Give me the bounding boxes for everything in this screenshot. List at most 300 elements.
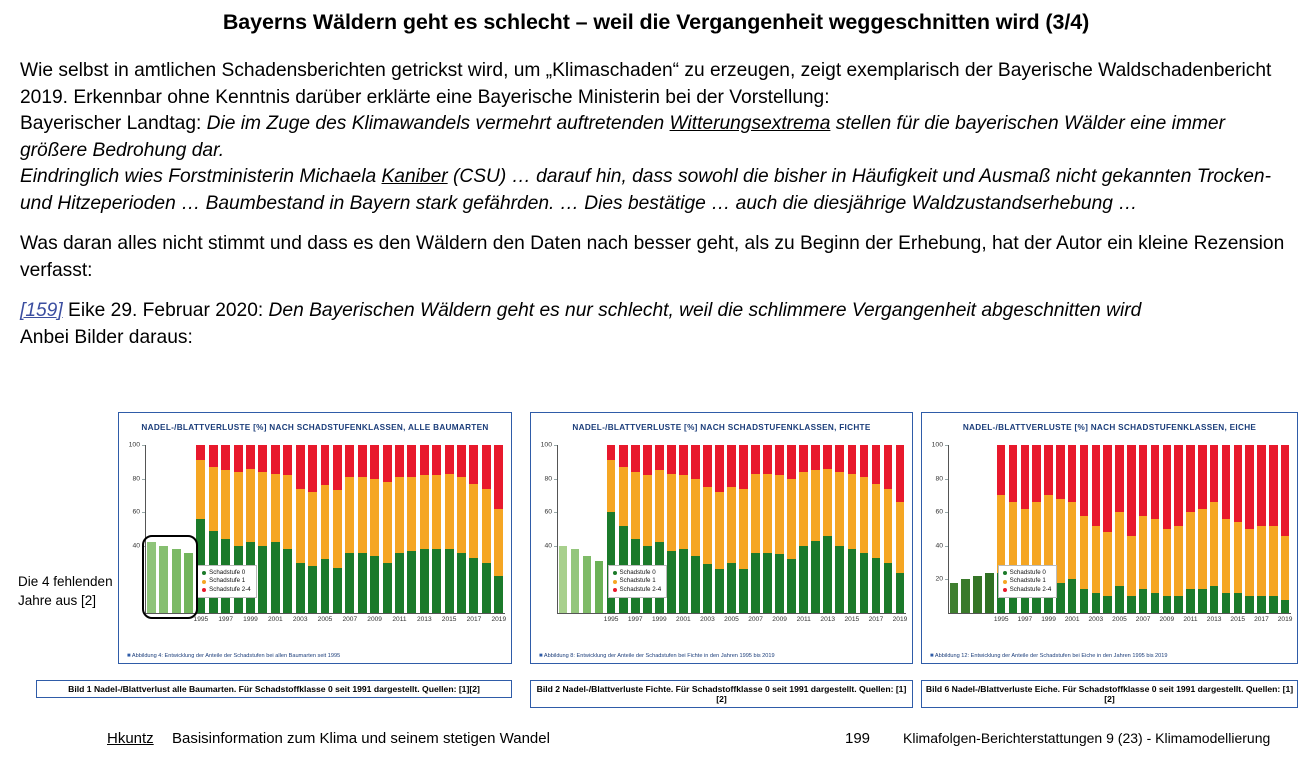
table-row (679, 445, 688, 613)
plot-eiche (922, 439, 1297, 629)
bar-segment-schadstufe-2-4 (739, 445, 748, 489)
footer (0, 730, 1312, 761)
bar-segment-schadstufe-2-4 (1056, 445, 1065, 499)
bar-segment-schadstufe-1 (631, 472, 640, 539)
legend-item (1003, 586, 1052, 594)
chart-legend (608, 565, 668, 598)
bar-segment-schadstufe-2-4 (407, 445, 416, 477)
bar-segment-schadstufe-1 (739, 489, 748, 570)
bar-segment-schadstufe-2-4 (1092, 445, 1101, 526)
bar-segment-schadstufe-1 (1245, 529, 1254, 596)
paragraph-1-text: Wie selbst in amtlichen Schadensberichten getrickst wird, um „Klimaschaden“ zu erzeugen, zeigt exemplarisch der Bayerische Waldschadenbericht 2019. Erkennbar ohne Kenntnis darüber erklärte eine Bayerische Ministerin bei der Vorstellung: (20, 60, 1272, 108)
x-axis-label: 2011 (796, 616, 811, 623)
bar-segment-schadstufe-2-4 (221, 445, 230, 470)
table-row (258, 445, 267, 613)
chart-caption-eiche: Bild 6 Nadel-/Blattverluste Eiche. Für Schadstoffklasse 0 seit 1991 dargestellt. Quellen: [1][2] (921, 680, 1298, 708)
bar-segment-schadstufe-1 (1092, 526, 1101, 593)
table-row (763, 445, 772, 613)
bar-segment-schadstufe-0 (370, 556, 379, 613)
x-axis-label: 2003 (1088, 616, 1104, 623)
y-axis-label: 40 (935, 542, 943, 550)
bar-segment-schadstufe-0 (308, 566, 317, 613)
bar-segment-schadstufe-0 (973, 576, 982, 613)
bar-segment-schadstufe-2-4 (997, 445, 1006, 495)
bar-segment-schadstufe-0 (1115, 586, 1124, 613)
legend-swatch-icon (613, 588, 617, 592)
bar-segment-schadstufe-2-4 (679, 445, 688, 475)
bar-segment-schadstufe-0 (296, 563, 305, 613)
legend-item (1003, 569, 1052, 577)
bar-segment-schadstufe-1 (221, 470, 230, 539)
x-axis-label: 2005 (317, 616, 333, 623)
bar-segment-schadstufe-1 (715, 492, 724, 569)
table-row (739, 445, 748, 613)
x-axis-label: 2013 (1206, 616, 1222, 623)
x-axis-label: 2013 (820, 616, 836, 623)
bar-segment-schadstufe-2-4 (358, 445, 367, 477)
bar-segment-schadstufe-1 (283, 475, 292, 549)
bar-segment-schadstufe-2-4 (799, 445, 808, 472)
bar-segment-schadstufe-2-4 (395, 445, 404, 477)
bar-segment-schadstufe-1 (1044, 495, 1053, 576)
table-row (283, 445, 292, 613)
kaniber-name-underlined: Kaniber (381, 166, 448, 187)
bar-segment-schadstufe-1 (860, 477, 869, 553)
source-note-text: Abbildung 4: Entwicklung der Anteile der Schadstufen bei allen Baumarten seit 1995 (131, 653, 341, 659)
bar-segment-schadstufe-1 (432, 475, 441, 549)
x-axis-label: 2015 (844, 616, 860, 623)
bar-segment-schadstufe-2-4 (727, 445, 736, 487)
bar-segment-schadstufe-2-4 (860, 445, 869, 477)
bar-segment-schadstufe-2-4 (420, 445, 429, 475)
bar-segment-schadstufe-1 (258, 472, 267, 546)
x-axis-label: 2017 (868, 616, 884, 623)
bar-segment-schadstufe-2-4 (896, 445, 905, 502)
bar-segment-schadstufe-0 (283, 549, 292, 613)
bar-segment-schadstufe-1 (246, 469, 255, 543)
bar-segment-schadstufe-2-4 (1245, 445, 1254, 529)
bar-segment-schadstufe-0 (896, 573, 905, 613)
bar-segment-schadstufe-2-4 (655, 445, 664, 470)
table-row (1234, 445, 1243, 613)
legend-label: Schadstufe 0 (209, 569, 246, 576)
y-axis-label: 60 (132, 508, 140, 516)
legend-swatch-icon (202, 580, 206, 584)
bar-segment-schadstufe-2-4 (763, 445, 772, 474)
bar-segment-schadstufe-1 (482, 489, 491, 563)
source-note-text: Abbildung 8: Entwicklung der Anteile der Schadstufen bei Fichte in den Jahren 1995 bis 2019 (543, 653, 775, 659)
bar-segment-schadstufe-2-4 (432, 445, 441, 475)
x-axis-label: 1997 (1017, 616, 1033, 623)
bar-segment-schadstufe-0 (1163, 596, 1172, 613)
bar-segment-schadstufe-1 (1198, 509, 1207, 590)
legend-swatch-icon (613, 580, 617, 584)
bar-segment-schadstufe-1 (196, 460, 205, 519)
bar-segment-schadstufe-0 (1257, 596, 1266, 613)
bar-segment-schadstufe-2-4 (1210, 445, 1219, 502)
bar-segment-schadstufe-0 (667, 551, 676, 613)
landtag-quote-part1: Die im Zuge des Klimawandels vermehrt auftretenden (206, 113, 670, 134)
bar-segment-schadstufe-0 (691, 556, 700, 613)
bar-segment-schadstufe-2-4 (1174, 445, 1183, 526)
bar-segment-schadstufe-0 (775, 554, 784, 613)
chart-caption-all-species: Bild 1 Nadel-/Blattverlust alle Baumarten. Für Schadstoffklasse 0 seit 1991 dargestellt. Quellen: [1][2] (36, 680, 512, 698)
table-row (296, 445, 305, 613)
x-axis-label: 1999 (1041, 616, 1056, 623)
bar-segment-schadstufe-0 (482, 563, 491, 613)
bar-segment-schadstufe-2-4 (715, 445, 724, 492)
bar-segment-schadstufe-0 (383, 563, 392, 613)
bar-segment-schadstufe-2-4 (631, 445, 640, 472)
bar-segment-schadstufe-1 (1174, 526, 1183, 597)
legend-swatch-icon (1003, 571, 1007, 575)
bar-segment-schadstufe-2-4 (1103, 445, 1112, 532)
table-row (896, 445, 905, 613)
bar-segment-schadstufe-2-4 (607, 445, 616, 460)
legend-item (202, 577, 251, 585)
bar-segment-schadstufe-0 (345, 553, 354, 613)
bar-segment-schadstufe-0 (420, 549, 429, 613)
bar-segment-schadstufe-2-4 (848, 445, 857, 474)
bar-segment-schadstufe-0 (848, 549, 857, 613)
table-row (985, 445, 994, 613)
chart-panel-all-species (118, 412, 512, 664)
bar-segment-schadstufe-2-4 (445, 445, 454, 474)
x-axis-label: 1995 (193, 616, 209, 623)
bar-segment-schadstufe-2-4 (703, 445, 712, 487)
y-axis-label: 100 (540, 441, 552, 449)
table-row (667, 445, 676, 613)
table-row (1139, 445, 1148, 613)
legend-item (613, 577, 662, 585)
table-row (1210, 445, 1219, 613)
bar-segment-schadstufe-0 (1245, 596, 1254, 613)
table-row (1115, 445, 1124, 613)
bar-segment-schadstufe-2-4 (691, 445, 700, 479)
x-axis-label: 2005 (724, 616, 739, 623)
chart-source-note-all-species (127, 653, 340, 659)
bar-segment-schadstufe-2-4 (1234, 445, 1243, 522)
bar-segment-schadstufe-0 (799, 546, 808, 613)
bar-segment-schadstufe-0 (1092, 593, 1101, 613)
bullet-icon: ■ (539, 653, 543, 659)
bar-segment-schadstufe-1 (395, 477, 404, 553)
table-row (1281, 445, 1290, 613)
bar-segment-schadstufe-1 (751, 474, 760, 553)
bar-segment-schadstufe-0 (835, 546, 844, 613)
table-row (872, 445, 881, 613)
landtag-lead: Bayerischer Landtag: (20, 113, 207, 134)
bar-segment-schadstufe-0 (884, 563, 893, 613)
bar-segment-schadstufe-2-4 (271, 445, 280, 474)
bar-segment-schadstufe-1 (1103, 532, 1112, 596)
bar-segment-schadstufe-1 (643, 475, 652, 546)
bar-segment-schadstufe-0 (583, 556, 592, 613)
bar-segment-schadstufe-2-4 (1044, 445, 1053, 495)
table-row (583, 445, 592, 613)
legend-item (202, 569, 251, 577)
bar-segment-schadstufe-2-4 (823, 445, 832, 469)
bar-segment-schadstufe-0 (407, 551, 416, 613)
table-row (1222, 445, 1231, 613)
bar-segment-schadstufe-2-4 (370, 445, 379, 479)
bar-segment-schadstufe-0 (985, 573, 994, 613)
x-axis-label: 2009 (367, 616, 382, 623)
bar-segment-schadstufe-0 (258, 546, 267, 613)
bar-segment-schadstufe-1 (607, 460, 616, 512)
chart-source-note-eiche (930, 653, 1168, 659)
bar-segment-schadstufe-1 (1222, 519, 1231, 593)
bar-segment-schadstufe-1 (1163, 529, 1172, 596)
legend-label: Schadstufe 2-4 (1009, 585, 1052, 593)
paragraph-1 (20, 58, 1290, 217)
reference-link-159[interactable]: [159] (20, 300, 63, 321)
legend-label: Schadstufe 1 (209, 577, 246, 585)
bar-segment-schadstufe-2-4 (1186, 445, 1195, 512)
footer-author: Hkuntz (107, 730, 154, 747)
bar-segment-schadstufe-2-4 (333, 445, 342, 490)
table-row (1068, 445, 1077, 613)
bar-segment-schadstufe-2-4 (1032, 445, 1041, 502)
table-row (383, 445, 392, 613)
bar-segment-schadstufe-2-4 (209, 445, 218, 467)
bar-segment-schadstufe-1 (655, 470, 664, 542)
x-axis-label: 2019 (892, 616, 908, 623)
body-text (20, 58, 1290, 365)
bar-segment-schadstufe-1 (1257, 526, 1266, 597)
bar-segment-schadstufe-0 (1056, 583, 1065, 613)
x-axis-line (948, 613, 1291, 614)
bar-segment-schadstufe-2-4 (196, 445, 205, 460)
bar-segment-schadstufe-2-4 (234, 445, 243, 472)
chart-legend (197, 565, 257, 598)
table-row (420, 445, 429, 613)
table-row (848, 445, 857, 613)
legend-swatch-icon (1003, 580, 1007, 584)
legend-item (202, 586, 251, 594)
table-row (370, 445, 379, 613)
bar-segment-schadstufe-1 (1115, 512, 1124, 586)
bar-segment-schadstufe-1 (896, 502, 905, 573)
x-axis-label: 2019 (491, 616, 507, 623)
bar-segment-schadstufe-1 (383, 482, 392, 563)
x-axis-line (145, 613, 505, 614)
highlight-ellipse-missing-years (142, 535, 198, 619)
x-axis-label: 1997 (218, 616, 234, 623)
paragraph-3 (20, 298, 1290, 351)
bar-segment-schadstufe-1 (321, 485, 330, 559)
bar-segment-schadstufe-0 (1151, 593, 1160, 613)
bar-segment-schadstufe-2-4 (1115, 445, 1124, 512)
table-row (395, 445, 404, 613)
page-title: Bayerns Wäldern geht es schlecht – weil die Vergangenheit weggeschnitten wird (3/4) (222, 10, 1090, 34)
bar-segment-schadstufe-1 (494, 509, 503, 576)
x-axis-label: 2017 (466, 616, 482, 623)
bar-segment-schadstufe-1 (1281, 536, 1290, 600)
table-row (482, 445, 491, 613)
bar-segment-schadstufe-1 (872, 484, 881, 558)
bar-segment-schadstufe-0 (395, 553, 404, 613)
bar-segment-schadstufe-0 (1127, 596, 1136, 613)
x-axis-label: 2001 (676, 616, 691, 623)
landtag-quote-part2: stellen für die bayerischen Wälder eine immer größere Bedrohung dar. (20, 113, 1225, 161)
chart-title-all-species: NADEL-/BLATTVERLUSTE [%] NACH SCHADSTUFENKLASSEN, ALLE BAUMARTEN (141, 423, 489, 432)
bar-segment-schadstufe-2-4 (283, 445, 292, 475)
bar-segment-schadstufe-1 (308, 492, 317, 566)
bar-segment-schadstufe-1 (333, 490, 342, 567)
x-axis-label: 2001 (1064, 616, 1080, 623)
table-row (860, 445, 869, 613)
legend-swatch-icon (1003, 588, 1007, 592)
bar-segment-schadstufe-0 (445, 549, 454, 613)
x-axis-label: 2003 (700, 616, 715, 623)
y-axis-label: 20 (935, 575, 943, 583)
footer-title: Basisinformation zum Klima und seinem stetigen Wandel (172, 730, 550, 747)
table-row (469, 445, 478, 613)
bar-segment-schadstufe-1 (811, 470, 820, 541)
bar-segment-schadstufe-0 (1234, 593, 1243, 613)
bar-segment-schadstufe-2-4 (1222, 445, 1231, 519)
table-row (1257, 445, 1266, 613)
bar-segment-schadstufe-2-4 (835, 445, 844, 472)
table-row (961, 445, 970, 613)
table-row (823, 445, 832, 613)
bar-segment-schadstufe-2-4 (321, 445, 330, 485)
bar-segment-schadstufe-2-4 (296, 445, 305, 489)
bar-segment-schadstufe-0 (1281, 600, 1290, 613)
x-axis-label: 2009 (772, 616, 787, 623)
table-row (333, 445, 342, 613)
table-row (1186, 445, 1195, 613)
bar-segment-schadstufe-0 (1139, 589, 1148, 613)
bar-segment-schadstufe-1 (345, 477, 354, 553)
bar-segment-schadstufe-2-4 (258, 445, 267, 472)
bar-segment-schadstufe-1 (787, 479, 796, 560)
bar-segment-schadstufe-0 (1210, 586, 1219, 613)
bar-segment-schadstufe-1 (763, 474, 772, 553)
bar-segment-schadstufe-2-4 (482, 445, 491, 489)
bar-segment-schadstufe-1 (469, 484, 478, 558)
table-row (1245, 445, 1254, 613)
footer-page-number: 199 (845, 730, 871, 747)
legend-swatch-icon (202, 571, 206, 575)
table-row (271, 445, 280, 613)
bar-segment-schadstufe-1 (1234, 522, 1243, 593)
x-axis-label: 1995 (603, 616, 619, 623)
y-axis-label: 80 (935, 475, 943, 483)
x-axis-label: 2015 (441, 616, 457, 623)
bar-segment-schadstufe-2-4 (643, 445, 652, 475)
x-axis-label: 2009 (1159, 616, 1175, 623)
bar-segment-schadstufe-1 (296, 489, 305, 563)
x-axis-label: 1999 (243, 616, 258, 623)
bar-segment-schadstufe-0 (703, 564, 712, 613)
bar-segment-schadstufe-1 (1210, 502, 1219, 586)
bar-segment-schadstufe-2-4 (787, 445, 796, 479)
bar-segment-schadstufe-1 (823, 469, 832, 536)
table-row (432, 445, 441, 613)
x-axis-label: 2007 (342, 616, 358, 623)
bar-segment-schadstufe-1 (445, 474, 454, 550)
legend-label: Schadstufe 0 (1009, 569, 1046, 576)
table-row (1174, 445, 1183, 613)
bar-segment-schadstufe-0 (1080, 589, 1089, 613)
table-row (727, 445, 736, 613)
bar-segment-schadstufe-2-4 (667, 445, 676, 474)
bar-segment-schadstufe-2-4 (1080, 445, 1089, 516)
bar-segment-schadstufe-0 (872, 558, 881, 613)
bar-segment-schadstufe-2-4 (345, 445, 354, 477)
table-row (445, 445, 454, 613)
table-row (1092, 445, 1101, 613)
legend-label: Schadstufe 1 (1009, 577, 1046, 585)
bar-segment-schadstufe-1 (667, 474, 676, 551)
x-axis-label: 2011 (392, 616, 407, 623)
bar-segment-schadstufe-0 (739, 569, 748, 613)
chart-title-fichte: NADEL-/BLATTVERLUSTE [%] NACH SCHADSTUFENKLASSEN, FICHTE (572, 423, 871, 432)
bar-segment-schadstufe-2-4 (1151, 445, 1160, 519)
bar-segment-schadstufe-1 (1056, 499, 1065, 583)
bar-segment-schadstufe-2-4 (1281, 445, 1290, 536)
bar-segment-schadstufe-1 (727, 487, 736, 563)
table-row (691, 445, 700, 613)
bar-segment-schadstufe-1 (1139, 516, 1148, 590)
bar-segment-schadstufe-0 (823, 536, 832, 613)
bar-segment-schadstufe-1 (835, 472, 844, 546)
bar-segment-schadstufe-2-4 (457, 445, 466, 477)
x-axis-label: 2011 (1183, 616, 1198, 623)
bar-segment-schadstufe-2-4 (383, 445, 392, 482)
plot-all-species (119, 439, 511, 629)
legend-item (613, 569, 662, 577)
reference-article-title: Den Bayerischen Wäldern geht es nur schlecht, weil die schlimmere Vergangenheit abgeschnitten wird (268, 300, 1142, 321)
bar-segment-schadstufe-1 (209, 467, 218, 531)
table-row (494, 445, 503, 613)
landtag-quote-underlined: Witterungsextrema (669, 113, 831, 134)
table-row (950, 445, 959, 613)
legend-swatch-icon (613, 571, 617, 575)
legend-label: Schadstufe 2-4 (209, 585, 251, 593)
bar-segment-schadstufe-1 (703, 487, 712, 564)
table-row (308, 445, 317, 613)
table-row (1080, 445, 1089, 613)
bar-segment-schadstufe-2-4 (751, 445, 760, 474)
table-row (835, 445, 844, 613)
x-axis-label: 1999 (651, 616, 667, 623)
table-row (571, 445, 580, 613)
paragraph-2: Was daran alles nicht stimmt und dass es den Wäldern den Daten nach besser geht, als zu Beginn der Erhebung, hat der Autor ein kleine Rezension verfasst: (20, 233, 1285, 281)
bar-segment-schadstufe-0 (494, 576, 503, 613)
legend-label: Schadstufe 2-4 (619, 585, 662, 593)
charts-area (18, 412, 1298, 702)
x-axis-label: 2005 (1112, 616, 1127, 623)
bar-segment-schadstufe-1 (420, 475, 429, 549)
bar-segment-schadstufe-0 (457, 553, 466, 613)
table-row (321, 445, 330, 613)
chart-legend (998, 565, 1058, 598)
bar-segment-schadstufe-0 (679, 549, 688, 613)
bar-segment-schadstufe-0 (1186, 589, 1195, 613)
table-row (559, 445, 568, 613)
bar-segment-schadstufe-1 (358, 477, 367, 553)
bar-segment-schadstufe-1 (775, 475, 784, 554)
bar-segment-schadstufe-2-4 (1257, 445, 1266, 526)
bar-segment-schadstufe-0 (715, 569, 724, 613)
bar-segment-schadstufe-1 (848, 474, 857, 550)
bar-segment-schadstufe-1 (457, 477, 466, 553)
bar-segment-schadstufe-1 (1151, 519, 1160, 593)
table-row (1056, 445, 1065, 613)
